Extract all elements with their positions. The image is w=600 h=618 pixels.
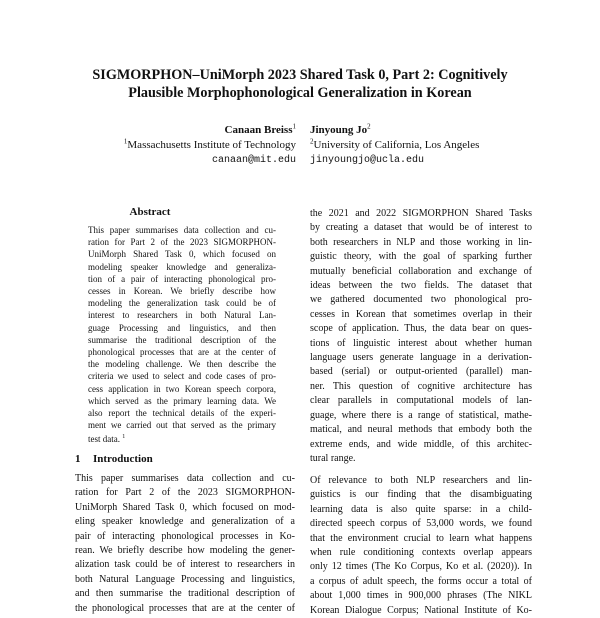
affiliation-sup: 2 — [310, 137, 314, 146]
intro-line: pair of interacting phonological processes in Ko- — [75, 530, 295, 542]
affiliation-sup: 1 — [123, 137, 128, 146]
abstract-line: cesses in Korean. We briefly describe how — [88, 286, 276, 297]
right-column-paragraph-2 — [310, 474, 532, 618]
body-line: mutually beneficial collaboration and exchange of — [310, 265, 532, 277]
abstract-line: This paper summarises data collection and cu- — [88, 225, 276, 235]
intro-line: both Natural Language Processing and linguistics, — [75, 573, 295, 585]
abstract-line: modeling speaker knowledge and generaliza- — [88, 261, 276, 272]
intro-line: alization task could be of interest to researchers in — [75, 559, 295, 571]
body-line: matical, and neural methods that embody both the — [310, 424, 532, 436]
body-line: cesses in Korean that sometimes overlap in their — [310, 308, 532, 320]
abstract-line: tion of a pair of interacting phonological pro- — [88, 273, 276, 284]
intro-line: This paper summarises data collection and cu- — [75, 473, 295, 484]
body-line: based (serial) or output-oriented (parallel) man- — [310, 366, 532, 378]
abstract-line: summarise the traditional description of the — [88, 334, 276, 345]
intro-line: and then summarise the traditional description of — [75, 588, 295, 600]
author-sup: 2 — [367, 122, 371, 131]
body-line: clear parallels in computational models of lan- — [310, 395, 532, 407]
body-line: guistics is our finding that the disambiguating — [310, 489, 532, 501]
author-1 — [124, 123, 296, 168]
body-line: scope of application. Thus, the data bear on ques- — [310, 323, 532, 335]
section-heading — [75, 453, 153, 465]
intro-line: rean. We briefly describe how modeling the gener- — [75, 545, 295, 557]
section-title: Introduction — [93, 453, 153, 465]
body-line: directed speech corpus of 53,000 words, we found — [310, 518, 532, 530]
body-line: when rule conditioning contexts overlap appears — [310, 547, 532, 559]
body-line: that the environment crucial to learn what happens — [310, 532, 532, 544]
author-affiliation: University of California, Los Angeles — [313, 139, 480, 151]
body-line: tural range. — [310, 452, 356, 464]
body-line: Of relevance to both NLP researchers and lin- — [310, 475, 532, 486]
body-line: about 1,000 times in 900,000 phrases (The NIKL — [310, 590, 532, 602]
paper-title — [60, 66, 540, 102]
body-line: learning data is also quite sparse: in a child- — [310, 503, 532, 515]
abstract-line: also report the technical details of the experi- — [88, 408, 276, 419]
abstract-line: ration for Part 2 of the 2023 SIGMORPHON- — [88, 237, 276, 248]
title-line: Plausible Morphophonological Generalization in Korean — [128, 85, 472, 101]
author-name: Canaan Breiss — [224, 124, 293, 136]
abstract-line: which served as the primary learning data. We — [88, 395, 276, 406]
abstract-line: cess application in two Korean speech corpora, — [88, 383, 276, 394]
body-line: we gathered documented two phonological pro- — [310, 294, 532, 306]
author-2 — [310, 123, 479, 168]
body-line: a corpus of adult speech, the forms occur a total of — [310, 575, 532, 587]
body-line: language users generate language in a derivation- — [310, 352, 532, 364]
intro-line: eling speaker knowledge and generalization of a — [75, 516, 295, 528]
abstract-line: interest to researchers in both Natural Lan- — [88, 310, 276, 321]
author-email[interactable]: canaan@mit.edu — [211, 155, 296, 166]
body-line: ideas between the two fields. The dataset that — [310, 280, 532, 292]
author-name: Jinyoung Jo — [310, 124, 368, 136]
intro-line: the phonological processes that are at the center of — [75, 602, 295, 614]
body-line: both researchers in NLP and those working in lin- — [310, 236, 532, 248]
footnote-mark[interactable]: 1 — [122, 434, 126, 441]
right-column-paragraph-1 — [310, 207, 532, 466]
body-line: guistic theory, with the goal of sparking further — [310, 251, 532, 263]
intro-body — [75, 472, 295, 616]
body-line: only 12 times (The Ko Corpus, Ko et al. (2020)). In — [310, 561, 532, 573]
abstract-last-text: test data. — [88, 434, 120, 445]
body-line: guage, where there is a range of statistical, mathe- — [310, 409, 532, 421]
abstract-line: phonological processes that are at the center of — [88, 347, 276, 358]
author-affiliation: Massachusetts Institute of Technology — [127, 139, 296, 151]
intro-line: UniMorph Shared Task 0, which focused on mod- — [75, 501, 295, 513]
abstract-body — [88, 224, 276, 446]
abstract-heading: Abstract — [129, 206, 171, 218]
abstract-line: UniMorph Shared Task 0, which focused on — [88, 249, 276, 260]
body-line: tions of linguistic interest about whether human — [310, 337, 532, 349]
author-sup: 1 — [292, 122, 296, 131]
title-line: SIGMORPHON–UniMorph 2023 Shared Task 0, Part 2: Cognitively — [92, 67, 508, 83]
abstract-line: ment we carried out that served as the primary — [88, 420, 276, 431]
section-number: 1 — [75, 453, 81, 465]
abstract-line: the modeling challenge. We then describe the — [88, 359, 276, 370]
author-email[interactable]: jinyoungjo@ucla.edu — [310, 155, 425, 166]
body-line: the 2021 and 2022 SIGMORPHON Shared Tasks — [310, 208, 532, 219]
abstract-line: modeling the generalization task could be of — [88, 298, 276, 309]
body-line: Korean Dialogue Corpus; National Institute of Ko- — [310, 604, 532, 616]
body-line: ner. This question of cognitive architecture has — [310, 380, 532, 392]
body-line: extreme ends, and wide middle, of this architec- — [310, 438, 532, 450]
abstract-line: guage Processing and linguistics, and then — [88, 322, 276, 333]
abstract-line: criteria we used to select and code cases of pro- — [88, 371, 276, 382]
intro-line: ration for Part 2 of the 2023 SIGMORPHON- — [75, 487, 295, 499]
body-line: by creating a dataset that would be of interest to — [310, 222, 532, 234]
abstract-line — [88, 431, 276, 445]
